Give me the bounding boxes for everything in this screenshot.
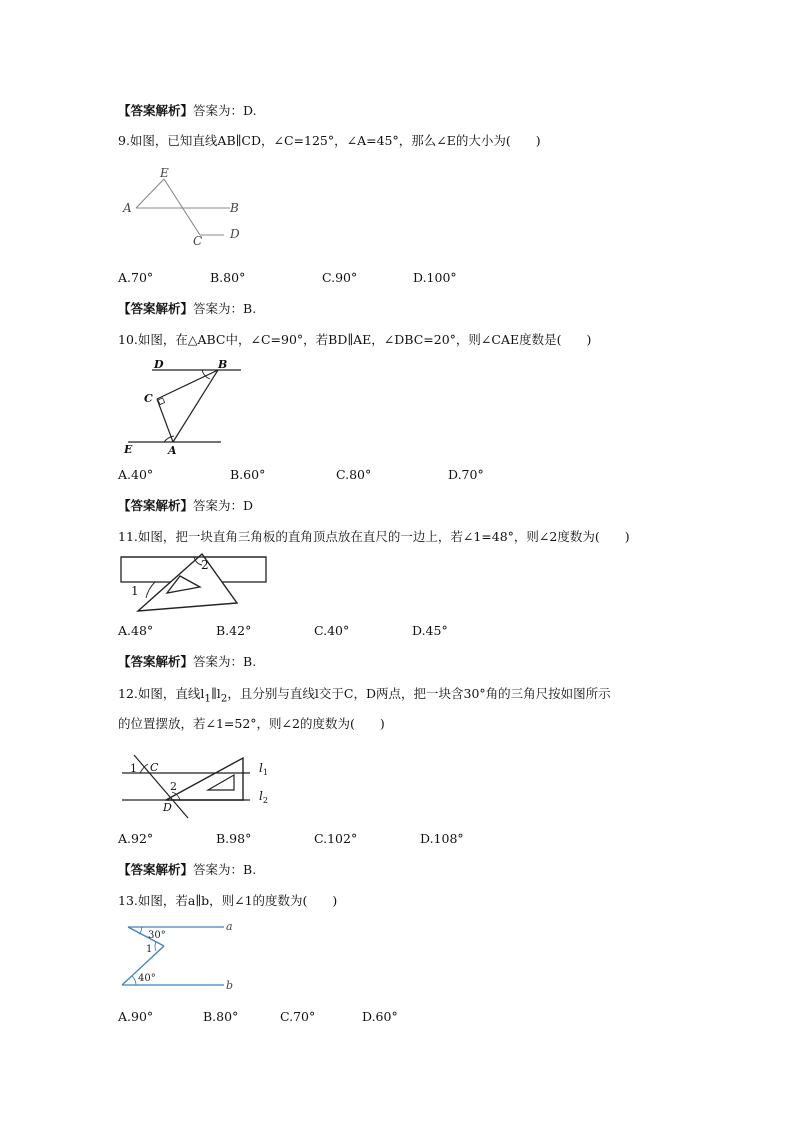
label-l2 [259, 789, 268, 805]
figure-q9 [118, 165, 248, 250]
label-a: A [168, 444, 177, 457]
label-d: D [230, 227, 240, 241]
label-c: C [150, 761, 159, 774]
label-l: l [259, 789, 263, 803]
label-a: a [226, 920, 233, 933]
option-a: A.92° [118, 831, 154, 846]
answer-tag: 【答案解析】 [118, 862, 194, 877]
q12-text-part: ，且分别与直线l交于C，D两点，把一块含30°角的三角尺按如图所示 [227, 686, 611, 701]
answer-text: 答案为：B. [193, 301, 257, 316]
options-q9 [118, 270, 718, 286]
option-d: D.100° [413, 270, 457, 285]
label-l1 [259, 761, 268, 777]
question-12-text-line2: 的位置摆放，若∠1=52°，则∠2的度数为( ) [118, 716, 385, 731]
option-a: A.40° [118, 467, 154, 482]
label-b: B [218, 358, 228, 371]
question-10-text: 10.如图，在△ABC中，∠C=90°，若BD∥AE，∠DBC=20°，则∠CAE度数是( ) [118, 332, 592, 347]
question-13-text: 13.如图，若a∥b，则∠1的度数为( ) [118, 893, 338, 908]
question-11-text: 11.如图，把一块直角三角板的直角顶点放在直尺的一边上，若∠1=48°，则∠2度数为( ) [118, 529, 630, 544]
label-d: D [163, 801, 172, 814]
label-c: C [144, 392, 153, 405]
label-1: 1 [131, 584, 139, 598]
option-b: B.80° [210, 270, 246, 285]
answer-text: 答案为：B. [193, 654, 257, 669]
option-a: A.48° [118, 623, 154, 638]
option-b: B.42° [216, 623, 252, 638]
label-40: 40° [138, 973, 156, 984]
label-30: 30° [148, 930, 166, 941]
answer-tag: 【答案解析】 [118, 301, 194, 316]
label-2: 2 [201, 558, 209, 572]
options-q13 [118, 1009, 718, 1025]
answer-9 [118, 301, 256, 317]
label-d: D [154, 358, 164, 371]
option-b: B.98° [216, 831, 252, 846]
options-q12 [118, 831, 718, 847]
answer-text: 答案为：B. [193, 862, 257, 877]
option-b: B.80° [203, 1009, 239, 1024]
label-b: B [230, 201, 239, 215]
figure-q13 [118, 918, 248, 994]
q12-subscript-1: 1 [204, 692, 212, 705]
answer-12 [118, 862, 256, 878]
answer-8 [118, 103, 257, 119]
label-2: 2 [170, 780, 177, 793]
q12-text-part: ∥l [211, 686, 221, 701]
option-a: A.90° [118, 1009, 154, 1024]
label-e: E [160, 166, 169, 180]
label-a: A [123, 201, 132, 215]
option-d: D.108° [420, 831, 464, 846]
q12-text-part: 12.如图，直线l [118, 686, 205, 701]
figure-q10 [118, 355, 253, 458]
label-1: 1 [130, 762, 137, 775]
answer-11 [118, 654, 256, 670]
option-a: A.70° [118, 270, 154, 285]
figure-q11 [118, 553, 270, 615]
q12-subscript-2: 2 [220, 692, 228, 705]
options-q10 [118, 467, 718, 483]
answer-tag: 【答案解析】 [118, 654, 194, 669]
label-l: l [259, 761, 263, 775]
answer-text: 答案为：D [193, 498, 254, 513]
figure-q12 [118, 752, 278, 822]
option-d: D.70° [448, 467, 484, 482]
label-c: C [193, 234, 203, 248]
answer-tag: 【答案解析】 [118, 498, 194, 513]
option-c: C.90° [322, 270, 358, 285]
option-d: D.45° [412, 623, 448, 638]
option-b: B.60° [230, 467, 266, 482]
answer-tag: 【答案解析】 [118, 103, 194, 118]
options-q11 [118, 623, 718, 639]
label-1: 1 [146, 944, 153, 955]
label-sub-2: 2 [262, 796, 268, 805]
label-sub-1: 1 [262, 768, 268, 777]
option-d: D.60° [362, 1009, 398, 1024]
option-c: C.102° [314, 831, 358, 846]
label-b: b [226, 979, 234, 992]
label-e: E [124, 443, 133, 456]
question-9-text: 9.如图，已知直线AB∥CD，∠C=125°，∠A=45°，那么∠E的大小为( ) [118, 133, 541, 148]
option-c: C.80° [336, 467, 372, 482]
option-c: C.70° [280, 1009, 316, 1024]
question-12-text-line1 [118, 686, 611, 707]
answer-text: 答案为：D. [193, 103, 257, 118]
option-c: C.40° [314, 623, 350, 638]
answer-10 [118, 498, 253, 514]
